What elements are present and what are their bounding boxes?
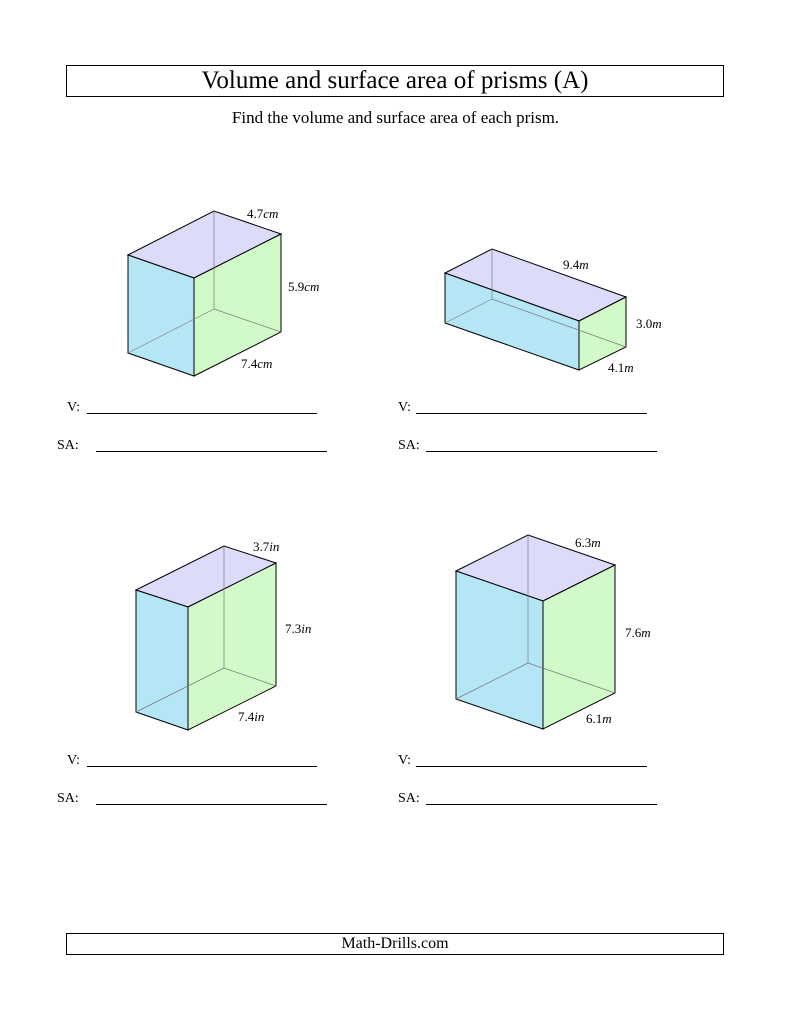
prism-3-front-face <box>136 590 188 730</box>
prism-2-surface-area-answer[interactable] <box>398 438 420 454</box>
surface-area-label: SA: <box>398 791 420 806</box>
volume-answer-line[interactable] <box>416 766 647 767</box>
volume-label: V: <box>398 753 411 768</box>
prism-1-width-label: 7.4cm <box>241 356 273 371</box>
prism-4-volume-answer[interactable] <box>398 753 411 769</box>
prism-4-depth-label: 6.3m <box>575 535 601 550</box>
surface-area-answer-line[interactable] <box>426 804 657 805</box>
worksheet-title: Volume and surface area of prisms (A) <box>66 65 724 97</box>
prism-2-depth-label: 9.4m <box>563 257 589 272</box>
surface-area-label: SA: <box>57 791 79 806</box>
prism-4-width-label: 6.1m <box>586 711 612 726</box>
prism-3-surface-area-answer[interactable] <box>57 791 79 807</box>
surface-area-answer-line[interactable] <box>96 804 327 805</box>
prism-2-width-label: 4.1m <box>608 360 634 375</box>
footer: Math-Drills.com <box>66 933 724 955</box>
prism-1-height-label: 5.9cm <box>288 279 320 294</box>
prism-3-height-label: 7.3in <box>285 621 312 636</box>
prism-2-height-label: 3.0m <box>636 316 662 331</box>
prism-2 <box>445 249 662 375</box>
volume-answer-line[interactable] <box>416 413 647 414</box>
prism-3-depth-label: 3.7in <box>253 539 280 554</box>
prism-3-width-label: 7.4in <box>238 709 265 724</box>
volume-label: V: <box>398 400 411 415</box>
prism-3 <box>136 539 311 730</box>
prism-1-depth-label: 4.7cm <box>247 206 279 221</box>
prism-4-surface-area-answer[interactable] <box>398 791 420 807</box>
volume-label: V: <box>67 400 80 415</box>
instructions: Find the volume and surface area of each prism. <box>231 108 560 127</box>
prism-1-surface-area-answer[interactable] <box>57 438 79 454</box>
surface-area-answer-line[interactable] <box>426 451 657 452</box>
surface-area-label: SA: <box>398 438 420 453</box>
prism-2-volume-answer[interactable] <box>398 400 411 416</box>
prism-1 <box>128 206 319 376</box>
prism-4-height-label: 7.6m <box>625 625 651 640</box>
prism-1-volume-answer[interactable] <box>67 400 80 416</box>
surface-area-answer-line[interactable] <box>96 451 327 452</box>
surface-area-label: SA: <box>57 438 79 453</box>
volume-answer-line[interactable] <box>87 766 317 767</box>
prism-3-volume-answer[interactable] <box>67 753 80 769</box>
volume-label: V: <box>67 753 80 768</box>
volume-answer-line[interactable] <box>87 413 317 414</box>
prism-4 <box>456 535 651 729</box>
